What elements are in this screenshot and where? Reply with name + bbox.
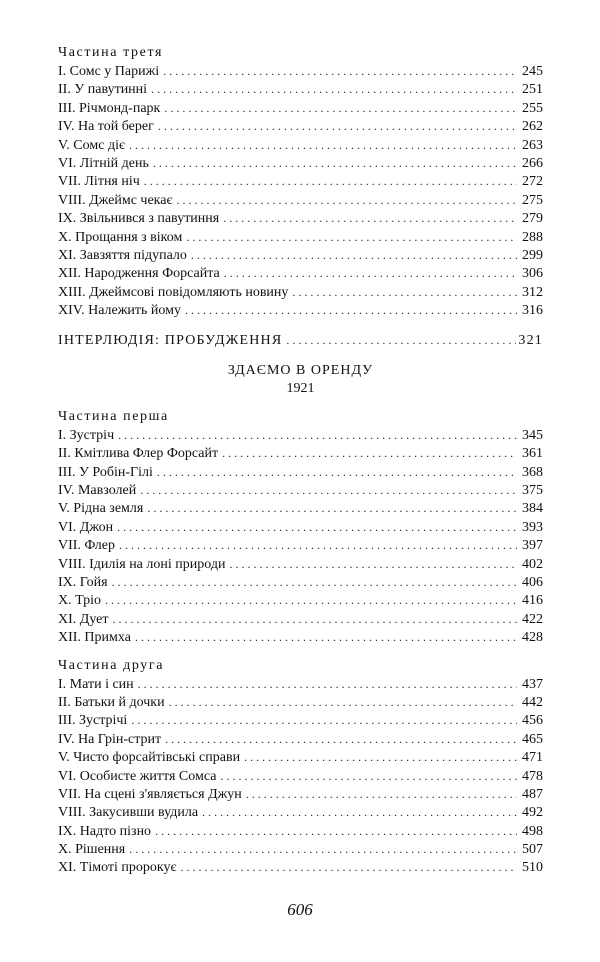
entry-label: II. Кмітлива Флер Форсайт — [58, 446, 219, 462]
entry-page: 384 — [522, 501, 543, 517]
toc-entry[interactable] — [58, 283, 543, 301]
leader-dots — [163, 62, 517, 80]
interlude-label: ІНТЕРЛЮДІЯ: ПРОБУДЖЕННЯ — [58, 333, 283, 349]
interlude-entry[interactable] — [58, 331, 543, 349]
leader-dots — [185, 301, 517, 319]
toc-entry[interactable] — [58, 693, 543, 711]
entry-label: VIII. Джеймс чекає — [58, 192, 173, 208]
leader-dots — [117, 518, 517, 536]
leader-dots — [118, 426, 517, 444]
entry-page: 262 — [522, 119, 543, 135]
entry-label: V. Сомс діє — [58, 137, 125, 153]
leader-dots — [222, 444, 517, 462]
entry-label: VII. Флер — [58, 538, 115, 554]
entry-label: III. Зустрічі — [58, 713, 128, 729]
toc-entry[interactable] — [58, 822, 543, 840]
leader-dots — [169, 693, 517, 711]
leader-dots — [229, 555, 517, 573]
leader-dots — [202, 803, 517, 821]
entry-page: 428 — [522, 630, 543, 646]
entry-page: 437 — [522, 676, 543, 692]
entry-page: 275 — [522, 192, 543, 208]
entry-label: XII. Народження Форсайта — [58, 266, 220, 282]
toc-entry[interactable] — [58, 730, 543, 748]
toc-entry[interactable] — [58, 301, 543, 319]
leader-dots — [157, 463, 517, 481]
toc-entry[interactable] — [58, 675, 543, 693]
toc-entry[interactable] — [58, 499, 543, 517]
toc-entry[interactable] — [58, 99, 543, 117]
entry-page: 471 — [522, 750, 543, 766]
entry-page: 442 — [522, 694, 543, 710]
toc-entry[interactable] — [58, 426, 543, 444]
entry-label: IV. Мавзолей — [58, 483, 137, 499]
entry-label: VIII. Закусивши вудила — [58, 805, 199, 821]
part-two-entries — [58, 675, 543, 877]
book-year: 1921 — [286, 380, 315, 396]
entry-page: 266 — [522, 155, 543, 171]
leader-dots — [105, 591, 517, 609]
part-one-title: Частина перша — [58, 408, 169, 424]
entry-page: 416 — [522, 593, 543, 609]
toc-entry[interactable] — [58, 172, 543, 190]
leader-dots — [153, 154, 517, 172]
leader-dots — [131, 711, 517, 729]
entry-page: 507 — [522, 842, 543, 858]
interlude-page: 321 — [518, 333, 543, 349]
entry-label: I. Мати і син — [58, 676, 134, 692]
entry-page: 478 — [522, 768, 543, 784]
leader-dots — [119, 536, 517, 554]
entry-page: 397 — [522, 538, 543, 554]
entry-page: 251 — [522, 82, 543, 98]
entry-label: V. Чисто форсайтівські справи — [58, 750, 241, 766]
entry-page: 456 — [522, 713, 543, 729]
leader-dots — [144, 172, 517, 190]
toc-entry[interactable] — [58, 518, 543, 536]
entry-page: 263 — [522, 137, 543, 153]
toc-entry[interactable] — [58, 209, 543, 227]
entry-page: 406 — [522, 574, 543, 590]
part-three-title: Частина третя — [58, 45, 164, 60]
entry-label: IX. Гойя — [58, 574, 108, 590]
toc-entry[interactable] — [58, 444, 543, 462]
entry-page: 510 — [522, 860, 543, 876]
leader-dots — [191, 246, 517, 264]
toc-entry[interactable] — [58, 191, 543, 209]
entry-label: IX. Звільнився з павутиння — [58, 211, 220, 227]
entry-label: IV. На той берег — [58, 119, 154, 135]
leader-dots — [164, 99, 517, 117]
leader-dots — [112, 573, 517, 591]
entry-page: 375 — [522, 483, 543, 499]
toc-entry[interactable] — [58, 628, 543, 646]
leader-dots — [165, 730, 517, 748]
leader-dots — [129, 840, 517, 858]
entry-page: 306 — [522, 266, 543, 282]
leader-dots — [181, 858, 517, 876]
entry-page: 402 — [522, 556, 543, 572]
leader-dots — [138, 675, 517, 693]
entry-page: 312 — [522, 284, 543, 300]
entry-page: 361 — [522, 446, 543, 462]
toc-entry[interactable] — [58, 154, 543, 172]
leader-dots — [186, 228, 517, 246]
toc-entry[interactable] — [58, 536, 543, 554]
toc-entry[interactable] — [58, 481, 543, 499]
page-number: 606 — [287, 900, 313, 919]
part-two-title: Частина друга — [58, 657, 165, 673]
leader-dots — [135, 628, 517, 646]
leader-dots — [176, 191, 517, 209]
toc-entry[interactable] — [58, 463, 543, 481]
entry-label: VI. Літній день — [58, 155, 149, 171]
leader-dots — [158, 117, 517, 135]
entry-label: I. Зустріч — [58, 427, 115, 443]
entry-label: VII. На сцені з'являється Джун — [58, 786, 242, 802]
entry-page: 368 — [522, 464, 543, 480]
entry-label: VI. Джон — [58, 519, 114, 535]
entry-page: 393 — [522, 519, 543, 535]
entry-label: X. Рішення — [58, 842, 126, 858]
entry-label: XII. Примха — [58, 630, 131, 646]
leader-dots — [155, 822, 517, 840]
leader-dots — [244, 748, 517, 766]
entry-page: 272 — [522, 174, 543, 190]
toc-entry[interactable] — [58, 136, 543, 154]
toc-entry[interactable] — [58, 62, 543, 80]
entry-label: XIV. Належить йому — [58, 303, 181, 319]
entry-page: 492 — [522, 805, 543, 821]
toc-entry[interactable] — [58, 748, 543, 766]
entry-page: 345 — [522, 427, 543, 443]
leader-dots — [129, 136, 517, 154]
entry-page: 487 — [522, 786, 543, 802]
toc-entry[interactable] — [58, 610, 543, 628]
entry-label: II. Батьки й дочки — [58, 694, 165, 710]
leader-dots — [147, 499, 517, 517]
part-three-entries — [58, 62, 543, 319]
toc-entry[interactable] — [58, 803, 543, 821]
entry-label: V. Рідна земля — [58, 501, 144, 517]
part-one-entries — [58, 426, 543, 647]
entry-page: 422 — [522, 611, 543, 627]
entry-label: I. Сомс у Парижі — [58, 64, 160, 79]
entry-page: 498 — [522, 823, 543, 839]
leader-dots — [223, 209, 517, 227]
entry-label: X. Тріо — [58, 593, 102, 609]
leader-dots — [140, 481, 517, 499]
leader-dots — [246, 785, 517, 803]
toc-entry[interactable] — [58, 840, 543, 858]
entry-page: 279 — [522, 211, 543, 227]
toc-entry[interactable] — [58, 573, 543, 591]
entry-label: III. Річмонд-парк — [58, 100, 161, 116]
entry-label: XI. Завзяття підупало — [58, 247, 187, 263]
entry-page: 288 — [522, 229, 543, 245]
entry-label: VI. Особисте життя Сомса — [58, 768, 217, 784]
entry-label: XIII. Джеймсові повідомляють новину — [58, 284, 289, 300]
entry-label: IX. Надто пізно — [58, 823, 152, 839]
entry-page: 299 — [522, 247, 543, 263]
leader-dots — [220, 767, 517, 785]
entry-label: II. У павутинні — [58, 82, 148, 98]
toc-entry[interactable] — [58, 591, 543, 609]
toc-entry[interactable] — [58, 711, 543, 729]
entry-label: XI. Дует — [58, 611, 109, 627]
entry-page: 245 — [522, 64, 543, 79]
leader-dots — [112, 610, 517, 628]
leader-dots — [151, 80, 517, 98]
toc-entry[interactable] — [58, 117, 543, 135]
table-of-contents — [58, 44, 543, 877]
toc-entry[interactable] — [58, 555, 543, 573]
leader-dots — [292, 283, 517, 301]
toc-entry[interactable] — [58, 858, 543, 876]
entry-label: VII. Літня ніч — [58, 174, 140, 190]
toc-entry[interactable] — [58, 80, 543, 98]
entry-page: 465 — [522, 731, 543, 747]
leader-dots — [224, 264, 517, 282]
toc-entry[interactable] — [58, 767, 543, 785]
entry-label: VIII. Ідилія на лоні природи — [58, 556, 226, 572]
entry-label: IV. На Грін-стрит — [58, 731, 162, 747]
entry-label: XI. Тімоті пророкує — [58, 860, 177, 876]
leader-dots — [286, 331, 516, 349]
entry-label: III. У Робін-Гілі — [58, 464, 153, 480]
toc-entry[interactable] — [58, 246, 543, 264]
entry-label: X. Прощання з віком — [58, 229, 183, 245]
entry-page: 255 — [522, 100, 543, 116]
toc-entry[interactable] — [58, 264, 543, 282]
toc-entry[interactable] — [58, 785, 543, 803]
entry-page: 316 — [522, 303, 543, 319]
book-title: ЗДАЄМО В ОРЕНДУ — [227, 362, 374, 378]
toc-entry[interactable] — [58, 228, 543, 246]
